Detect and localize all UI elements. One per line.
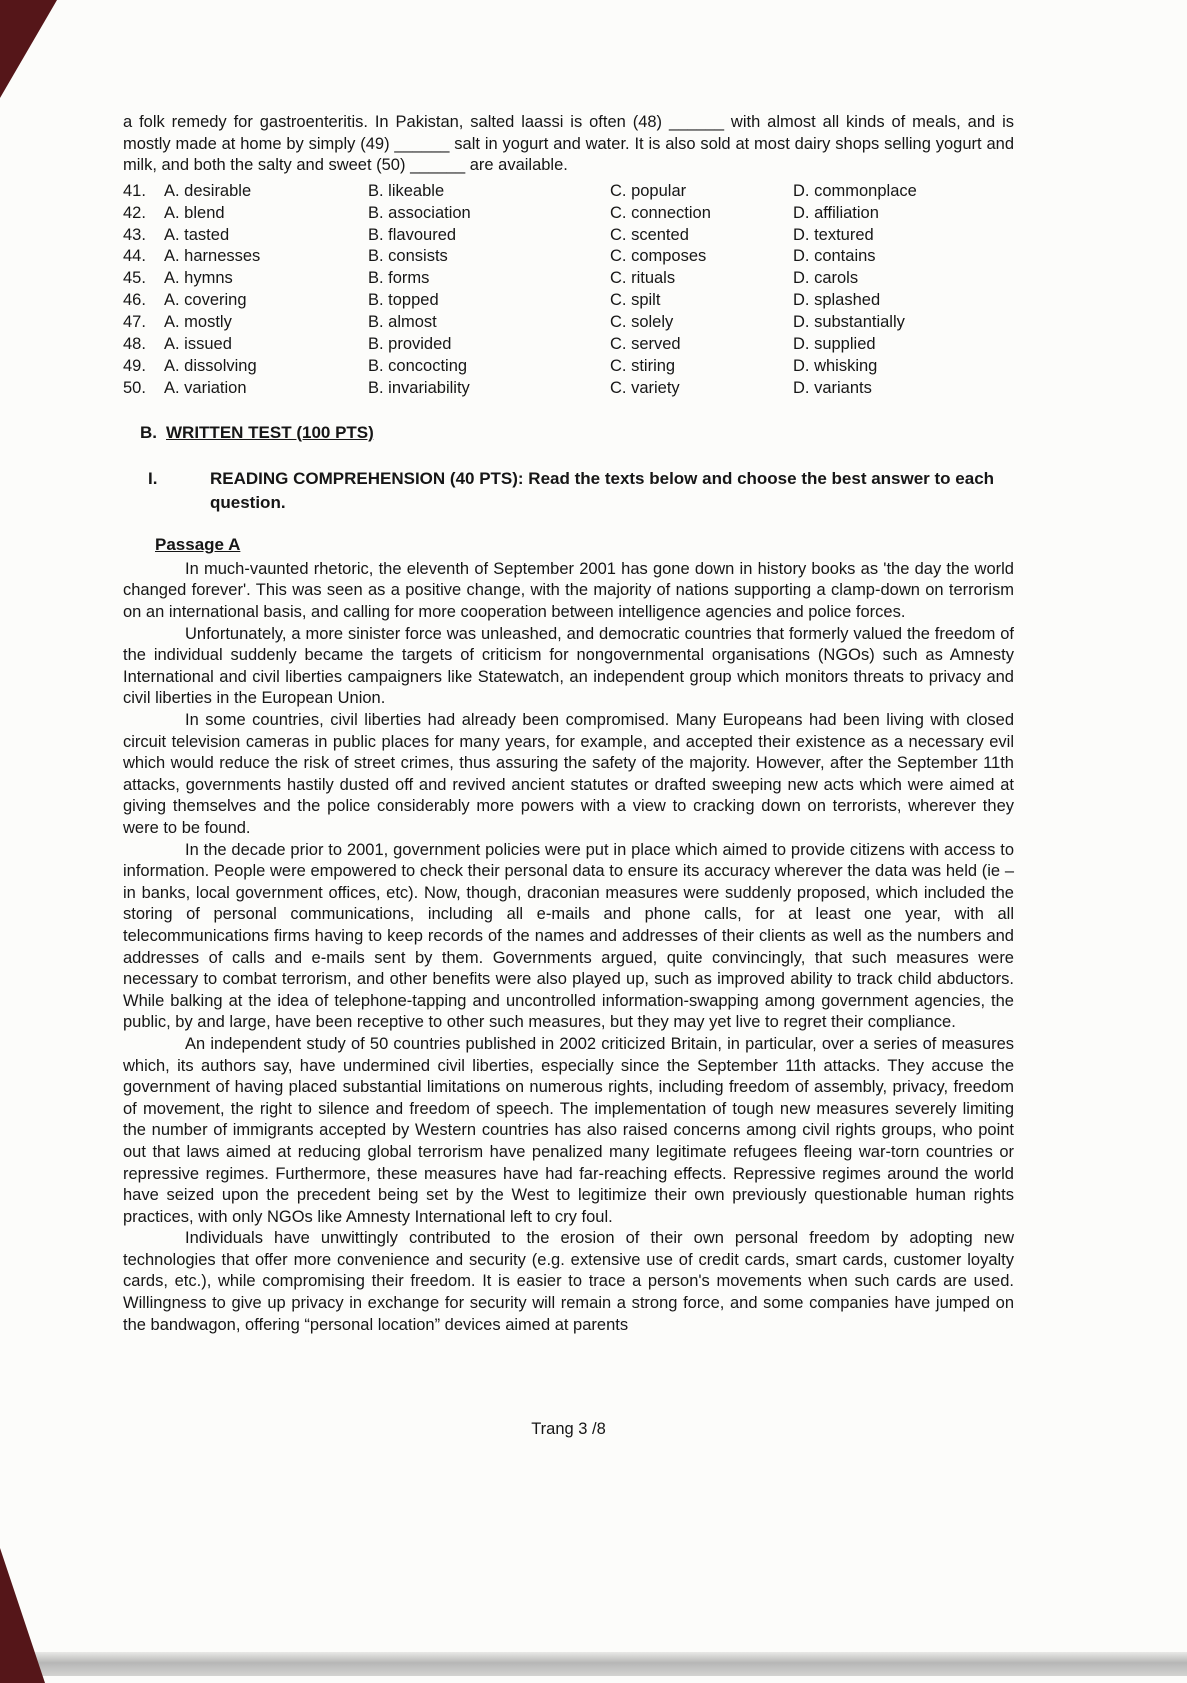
mcq-option-b: B. forms — [368, 269, 430, 288]
passage-paragraph: Unfortunately, a more sinister force was unleashed, and democratic countries that formerly valued the freedom of the individual suddenly became the targets of criticism for nongovernmental organisations (NGOs) such as Amnesty International and civil liberties campaigners like Statewatch, an independent group which monitors threats to privacy and civil liberties in the European Union. — [123, 624, 1014, 708]
reading-comprehension-heading — [148, 467, 1014, 514]
mcq-option-c: C. composes — [610, 247, 707, 266]
scan-shadow-bottom — [0, 1652, 1187, 1676]
mcq-option-d: D. variants — [793, 378, 872, 397]
section-b-prefix: B. — [140, 422, 157, 442]
mcq-option-d: D. whisking — [793, 356, 878, 375]
mcq-question-number: 46. — [123, 291, 146, 310]
mcq-option-b: B. invariability — [368, 378, 470, 397]
mcq-row — [123, 246, 1014, 268]
mcq-option-a: A. mostly — [164, 313, 232, 332]
mcq-row — [123, 356, 1014, 378]
mcq-option-d: D. carols — [793, 269, 859, 288]
mcq-row — [123, 181, 1014, 203]
mcq-option-c: C. variety — [610, 378, 680, 397]
mcq-option-c: C. spilt — [610, 291, 661, 310]
mcq-option-d: D. textured — [793, 225, 874, 244]
mcq-option-a: A. tasted — [164, 225, 230, 244]
mcq-question-number: 42. — [123, 203, 146, 222]
mcq-option-a: A. variation — [164, 378, 247, 397]
mcq-row — [123, 268, 1014, 290]
mcq-option-b: B. concocting — [368, 356, 468, 375]
mcq-option-b: B. flavoured — [368, 225, 457, 244]
mcq-option-a: A. issued — [164, 335, 232, 354]
mcq-option-b: B. association — [368, 203, 471, 222]
reading-heading-prefix: I. — [148, 469, 158, 489]
passage-paragraph: In the decade prior to 2001, government policies were put in place which aimed to provide citizens with access to information. People were empowered to check their personal data to ensure its accuracy wherever the data was held (ie – in banks, local government offices, etc). Now, though, draconian measures were suddenly proposed, which included the storing of personal communications, including all e-mails and phone calls, for at least one year, with all telecommunications firms having to keep records of the names and addresses of their clients as well as the numbers and addresses of calls and e-mails sent by them. Governments argued, quite convincingly, that such measures were necessary to combat terrorism, and other benefits were also played up, such as improved ability to track child abductors. While balking at the idea of telephone-tapping and uncontrolled information-swapping among government agencies, the public, by and large, have been receptive to other such measures, but they may yet live to regret their compliance. — [123, 840, 1014, 1032]
mcq-option-a: A. dissolving — [164, 356, 257, 375]
mcq-option-c: C. rituals — [610, 269, 676, 288]
mcq-row — [123, 225, 1014, 247]
mcq-row — [123, 203, 1014, 225]
mcq-question-number: 45. — [123, 269, 146, 288]
mcq-option-c: C. stiring — [610, 356, 676, 375]
mcq-option-d: D. contains — [793, 247, 876, 266]
mcq-option-c: C. connection — [610, 203, 711, 222]
passage-paragraph: In much-vaunted rhetoric, the eleventh of September 2001 has gone down in history books as 'the day the world changed forever'. This was seen as a positive change, with the majority of nations supporting a clamp-down on terrorism on an international basis, and calling for more cooperation between intelligence agencies and police forces. — [123, 559, 1014, 622]
section-b-title: WRITTEN TEST (100 PTS) — [166, 422, 374, 442]
mcq-row — [123, 290, 1014, 312]
mcq-option-d: D. substantially — [793, 313, 905, 332]
mcq-option-a: A. blend — [164, 203, 225, 222]
passage-a-label: Passage A — [155, 535, 241, 555]
passage-paragraph: An independent study of 50 countries published in 2002 criticized Britain, in particular, over a series of measures which, its authors say, have undermined civil liberties, especially since the September 11th attacks. They accuse the government of having placed substantial limitations on numerous rights, including freedom of assembly, privacy, freedom of movement, the right to silence and freedom of speech. The implementation of tough new measures severely limiting the number of immigrants accepted by Western countries has also raised concerns among civil rights groups, who point out that laws aimed at reducing global terrorism have penalized many legitimate refugees fleeing war-torn countries or repressive regimes. Furthermore, these measures have had far-reaching effects. Repressive regimes around the world have seized upon the precedent being set by the West to legitimize their own previously questionable human rights practices, with only NGOs like Amnesty International left to cry foul. — [123, 1034, 1014, 1226]
scan-artifact-bottom-left — [0, 1548, 45, 1683]
mcq-option-b: B. topped — [368, 291, 439, 310]
mcq-option-c: C. solely — [610, 313, 674, 332]
mcq-option-b: B. provided — [368, 335, 452, 354]
mcq-option-d: D. splashed — [793, 291, 881, 310]
cloze-passage-continuation: a folk remedy for gastroenteritis. In Pakistan, salted laassi is often (48) ______ with almost all kinds of meals, and is mostly made at home by simply (49) ______ salt in yogurt and water. It is also sold at most dairy shops selling yogurt and milk, and both the salty and sweet (50) ______ are available. — [123, 113, 1014, 175]
mcq-option-a: A. hymns — [164, 269, 233, 288]
reading-heading-title: READING COMPREHENSION (40 PTS): Read the texts below and choose the best answer to each question. — [210, 469, 995, 512]
mcq-question-number: 43. — [123, 225, 146, 244]
mcq-option-b: B. likeable — [368, 181, 445, 200]
mcq-option-c: C. scented — [610, 225, 689, 244]
mcq-option-b: B. consists — [368, 247, 448, 266]
mcq-option-c: C. served — [610, 335, 681, 354]
page-content — [123, 112, 1014, 1336]
mcq-option-d: D. commonplace — [793, 181, 917, 200]
mcq-row — [123, 378, 1014, 400]
mcq-question-number: 50. — [123, 378, 146, 397]
mcq-option-a: A. harnesses — [164, 247, 261, 266]
passage-paragraph: In some countries, civil liberties had already been compromised. Many Europeans had been living with closed circuit television cameras in public places for many years, for example, and accepted their existence as a necessary evil which would reduce the risk of street crimes, thus assuring the safety of the majority. However, after the September 11th attacks, governments hastily dusted off and revived ancient statutes or drafted sweeping new acts which were aimed at giving themselves and the police considerably more powers with a view to cracking down on terrorists, wherever they were to be found. — [123, 711, 1014, 837]
mcq-row — [123, 312, 1014, 334]
mcq-option-d: D. affiliation — [793, 203, 879, 222]
mcq-row — [123, 334, 1014, 356]
mcq-option-d: D. supplied — [793, 335, 876, 354]
scan-artifact-top-left — [0, 0, 57, 98]
mcq-option-a: A. covering — [164, 291, 247, 310]
page-footer: Trang 3 /8 — [531, 1420, 606, 1438]
mcq-question-number: 41. — [123, 181, 146, 200]
passage-paragraph: Individuals have unwittingly contributed to the erosion of their own personal freedom by adopting new technologies that offer more convenience and security (e.g. extensive use of credit cards, smart cards, customer loyalty cards, etc.), while compromising their freedom. It is easier to trace a person's movements when such cards are used. Willingness to give up privacy in exchange for security will remain a strong force, and some companies have jumped on the bandwagon, offering “personal location” devices aimed at parents — [123, 1229, 1014, 1334]
mcq-table — [123, 181, 1014, 400]
mcq-option-b: B. almost — [368, 313, 437, 332]
passage-a-body — [123, 559, 1014, 1336]
mcq-option-c: C. popular — [610, 181, 687, 200]
mcq-option-a: A. desirable — [164, 181, 252, 200]
mcq-question-number: 44. — [123, 247, 146, 266]
mcq-question-number: 47. — [123, 313, 146, 332]
mcq-question-number: 49. — [123, 356, 146, 375]
mcq-question-number: 48. — [123, 335, 146, 354]
mcq-table-body — [123, 181, 1014, 400]
section-b-heading — [140, 422, 1014, 444]
